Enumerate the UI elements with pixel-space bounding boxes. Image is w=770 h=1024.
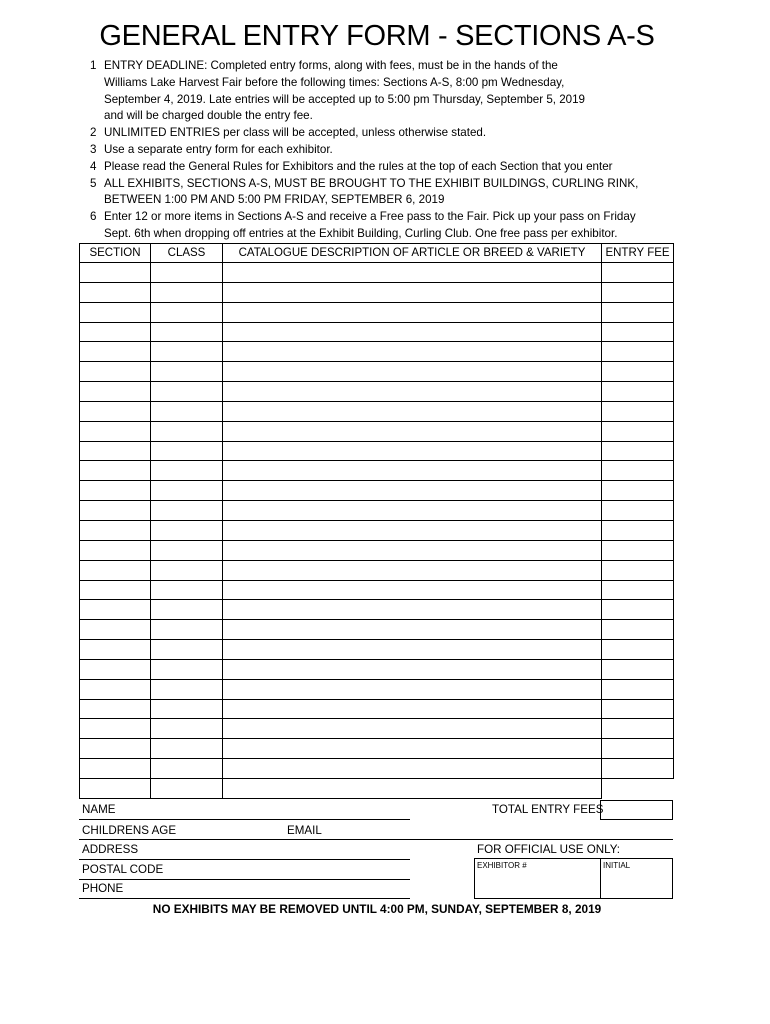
- entry-fee-cell[interactable]: [602, 560, 674, 580]
- total-entry-fees-label: TOTAL ENTRY FEES: [492, 803, 604, 816]
- address-label: ADDRESS: [82, 843, 139, 856]
- instruction-number: 6: [90, 210, 97, 224]
- entry-fee-cell[interactable]: [602, 600, 674, 620]
- section-cell[interactable]: [80, 659, 151, 679]
- section-cell[interactable]: [80, 263, 151, 283]
- table-row: [80, 501, 674, 521]
- postal-code-line[interactable]: [79, 879, 410, 880]
- instruction-item: [90, 176, 690, 210]
- section-cell[interactable]: [80, 302, 151, 322]
- entry-fee-cell[interactable]: [602, 461, 674, 481]
- instruction-text: Use a separate entry form for each exhibitor.: [104, 142, 333, 156]
- description-cell[interactable]: [223, 342, 602, 362]
- table-row: [80, 362, 674, 382]
- table-row: [80, 481, 674, 501]
- class-cell[interactable]: [151, 362, 223, 382]
- description-cell[interactable]: [223, 679, 602, 699]
- class-cell[interactable]: [151, 441, 223, 461]
- description-cell[interactable]: [223, 520, 602, 540]
- section-cell[interactable]: [80, 481, 151, 501]
- class-cell[interactable]: [151, 719, 223, 739]
- description-cell[interactable]: [223, 461, 602, 481]
- class-cell[interactable]: [151, 401, 223, 421]
- description-cell[interactable]: [223, 739, 602, 759]
- class-cell[interactable]: [151, 778, 223, 798]
- section-cell[interactable]: [80, 540, 151, 560]
- entry-fee-cell[interactable]: [602, 362, 674, 382]
- initial-cell: [601, 859, 672, 898]
- section-cell[interactable]: [80, 580, 151, 600]
- name-line[interactable]: [79, 819, 410, 820]
- entry-fee-cell[interactable]: [602, 481, 674, 501]
- table-row: [80, 560, 674, 580]
- table-row: [80, 739, 674, 759]
- table-row: [80, 640, 674, 660]
- table-row: [80, 520, 674, 540]
- description-cell[interactable]: [223, 302, 602, 322]
- footer-notice: NO EXHIBITS MAY BE REMOVED UNTIL 4:00 PM, SUNDAY, SEPTEMBER 8, 2019: [152, 902, 602, 916]
- class-cell[interactable]: [151, 560, 223, 580]
- class-cell[interactable]: [151, 302, 223, 322]
- description-cell[interactable]: [223, 560, 602, 580]
- instruction-item: [90, 58, 690, 125]
- entry-fee-cell[interactable]: [602, 640, 674, 660]
- instruction-text: UNLIMITED ENTRIES per class will be accepted, unless otherwise stated.: [104, 126, 487, 140]
- form-title: GENERAL ENTRY FORM - SECTIONS A-S: [99, 20, 655, 52]
- section-cell[interactable]: [80, 441, 151, 461]
- instructions-list: [90, 58, 690, 243]
- description-cell[interactable]: [223, 282, 602, 302]
- class-cell[interactable]: [151, 699, 223, 719]
- initial-label: INITIAL: [603, 861, 631, 870]
- instruction-item: [90, 209, 690, 243]
- table-row: [80, 540, 674, 560]
- entry-fee-cell[interactable]: [602, 282, 674, 302]
- description-cell[interactable]: [223, 699, 602, 719]
- entry-fee-cell[interactable]: [602, 501, 674, 521]
- section-cell[interactable]: [80, 640, 151, 660]
- class-cell[interactable]: [151, 659, 223, 679]
- section-cell[interactable]: [80, 620, 151, 640]
- section-cell[interactable]: [80, 560, 151, 580]
- table-row: [80, 342, 674, 362]
- description-cell[interactable]: [223, 501, 602, 521]
- phone-line[interactable]: [79, 898, 410, 899]
- entry-fee-cell[interactable]: [602, 342, 674, 362]
- instruction-number: 1: [90, 59, 97, 72]
- entry-fee-cell[interactable]: [602, 421, 674, 441]
- table-row: [80, 679, 674, 699]
- class-cell[interactable]: [151, 739, 223, 759]
- table-row: [80, 302, 674, 322]
- instruction-text: ALL EXHIBITS, SECTIONS A-S, MUST BE BROUGHT TO THE EXHIBIT BUILDINGS, CURLING RINK, BETWEEN 1:00 PM AND 5:00 PM FRIDAY, SEPTEMBER 6, 2019: [104, 176, 639, 207]
- section-cell[interactable]: [80, 461, 151, 481]
- entry-fee-cell[interactable]: [602, 441, 674, 461]
- entry-fee-cell[interactable]: [602, 759, 674, 779]
- description-cell[interactable]: [223, 401, 602, 421]
- class-cell[interactable]: [151, 640, 223, 660]
- class-cell[interactable]: [151, 342, 223, 362]
- header-section: SECTION: [80, 244, 151, 263]
- section-cell[interactable]: [80, 679, 151, 699]
- childrens-age-email-line[interactable]: [79, 839, 673, 840]
- class-cell[interactable]: [151, 600, 223, 620]
- instruction-item: [90, 159, 690, 176]
- class-cell[interactable]: [151, 540, 223, 560]
- class-cell[interactable]: [151, 382, 223, 402]
- table-row: [80, 382, 674, 402]
- entry-table: [79, 243, 674, 799]
- class-cell[interactable]: [151, 759, 223, 779]
- description-cell[interactable]: [223, 322, 602, 342]
- table-row: [80, 461, 674, 481]
- entry-fee-cell[interactable]: [602, 699, 674, 719]
- section-cell[interactable]: [80, 600, 151, 620]
- description-cell[interactable]: [223, 778, 602, 798]
- header-class: CLASS: [151, 244, 223, 263]
- entry-fee-cell[interactable]: [602, 520, 674, 540]
- table-row: [80, 699, 674, 719]
- email-label: EMAIL: [287, 824, 322, 837]
- exhibitor-number-label: EXHIBITOR #: [477, 861, 527, 870]
- instruction-number: 5: [90, 176, 97, 190]
- total-entry-fees-box[interactable]: [600, 800, 673, 820]
- class-cell[interactable]: [151, 580, 223, 600]
- exhibitor-number-cell: [475, 859, 601, 898]
- table-header-row: [80, 244, 674, 263]
- section-cell[interactable]: [80, 778, 151, 798]
- instruction-number: 4: [90, 159, 97, 173]
- header-entry-fee: ENTRY FEE: [602, 244, 674, 263]
- description-cell[interactable]: [223, 659, 602, 679]
- description-cell[interactable]: [223, 263, 602, 283]
- class-cell[interactable]: [151, 501, 223, 521]
- description-cell[interactable]: [223, 580, 602, 600]
- class-cell[interactable]: [151, 282, 223, 302]
- description-cell[interactable]: [223, 362, 602, 382]
- phone-label: PHONE: [82, 882, 124, 895]
- entry-fee-cell[interactable]: [602, 302, 674, 322]
- description-cell[interactable]: [223, 640, 602, 660]
- class-cell[interactable]: [151, 322, 223, 342]
- description-cell[interactable]: [223, 540, 602, 560]
- class-cell[interactable]: [151, 620, 223, 640]
- table-row: [80, 401, 674, 421]
- entry-fee-cell[interactable]: [602, 322, 674, 342]
- table-row: [80, 441, 674, 461]
- entry-rows: [80, 263, 674, 799]
- section-cell[interactable]: [80, 520, 151, 540]
- section-cell[interactable]: [80, 322, 151, 342]
- class-cell[interactable]: [151, 461, 223, 481]
- section-cell[interactable]: [80, 401, 151, 421]
- official-use-box: [474, 858, 673, 899]
- section-cell[interactable]: [80, 342, 151, 362]
- section-cell[interactable]: [80, 699, 151, 719]
- entry-fee-cell[interactable]: [602, 679, 674, 699]
- instruction-number: 3: [90, 142, 97, 156]
- section-cell[interactable]: [80, 362, 151, 382]
- table-row: [80, 282, 674, 302]
- instruction-item: [90, 125, 690, 142]
- entry-fee-cell[interactable]: [602, 620, 674, 640]
- entry-fee-cell[interactable]: [602, 580, 674, 600]
- table-row: [80, 759, 674, 779]
- description-cell[interactable]: [223, 382, 602, 402]
- class-cell[interactable]: [151, 520, 223, 540]
- description-cell[interactable]: [223, 481, 602, 501]
- description-cell[interactable]: [223, 441, 602, 461]
- entry-fee-cell[interactable]: [602, 540, 674, 560]
- entry-fee-cell[interactable]: [602, 382, 674, 402]
- section-cell[interactable]: [80, 739, 151, 759]
- class-cell[interactable]: [151, 481, 223, 501]
- class-cell[interactable]: [151, 679, 223, 699]
- description-cell[interactable]: [223, 421, 602, 441]
- postal-code-label: POSTAL CODE: [82, 863, 164, 876]
- table-row: [80, 620, 674, 640]
- entry-fee-cell[interactable]: [602, 401, 674, 421]
- entry-fee-cell[interactable]: [602, 719, 674, 739]
- address-line[interactable]: [79, 859, 410, 860]
- section-cell[interactable]: [80, 501, 151, 521]
- section-cell[interactable]: [80, 282, 151, 302]
- entry-fee-cell[interactable]: [602, 739, 674, 759]
- entry-fee-cell[interactable]: [602, 778, 674, 798]
- entry-fee-cell[interactable]: [602, 263, 674, 283]
- description-cell[interactable]: [223, 759, 602, 779]
- official-use-label: FOR OFFICIAL USE ONLY:: [477, 843, 621, 856]
- table-row: [80, 263, 674, 283]
- table-row: [80, 421, 674, 441]
- section-cell[interactable]: [80, 719, 151, 739]
- section-cell[interactable]: [80, 759, 151, 779]
- section-cell[interactable]: [80, 421, 151, 441]
- table-row: [80, 322, 674, 342]
- instruction-text: Enter 12 or more items in Sections A-S and receive a Free pass to the Fair. Pick up your pass on Friday Sept. 6th when dropping off entries at the Exhibit Building, Curling Club. One free pass per exhibitor.: [104, 210, 636, 240]
- description-cell[interactable]: [223, 620, 602, 640]
- entry-fee-cell[interactable]: [602, 659, 674, 679]
- instruction-text: ENTRY DEADLINE: Completed entry forms, along with fees, must be in the hands of the Williams Lake Harvest Fair before the following times: Sections A-S, 8:00 pm Wednesday, September 4, 2019. Late entries will be accepted up to 5:00 pm Thursday, September 5, 2019 and will be charged double the entry fee.: [104, 59, 586, 123]
- table-row: [80, 580, 674, 600]
- class-cell[interactable]: [151, 263, 223, 283]
- table-row: [80, 719, 674, 739]
- childrens-age-label: CHILDRENS AGE: [82, 824, 177, 837]
- table-row: [80, 778, 674, 798]
- section-cell[interactable]: [80, 382, 151, 402]
- name-label: NAME: [82, 803, 116, 816]
- header-description: CATALOGUE DESCRIPTION OF ARTICLE OR BREED & VARIETY: [223, 244, 602, 263]
- description-cell[interactable]: [223, 719, 602, 739]
- instruction-number: 2: [90, 126, 97, 140]
- description-cell[interactable]: [223, 600, 602, 620]
- instruction-item: [90, 142, 690, 159]
- class-cell[interactable]: [151, 421, 223, 441]
- table-row: [80, 600, 674, 620]
- table-row: [80, 659, 674, 679]
- instruction-text: Please read the General Rules for Exhibitors and the rules at the top of each Section that you enter: [104, 159, 613, 173]
